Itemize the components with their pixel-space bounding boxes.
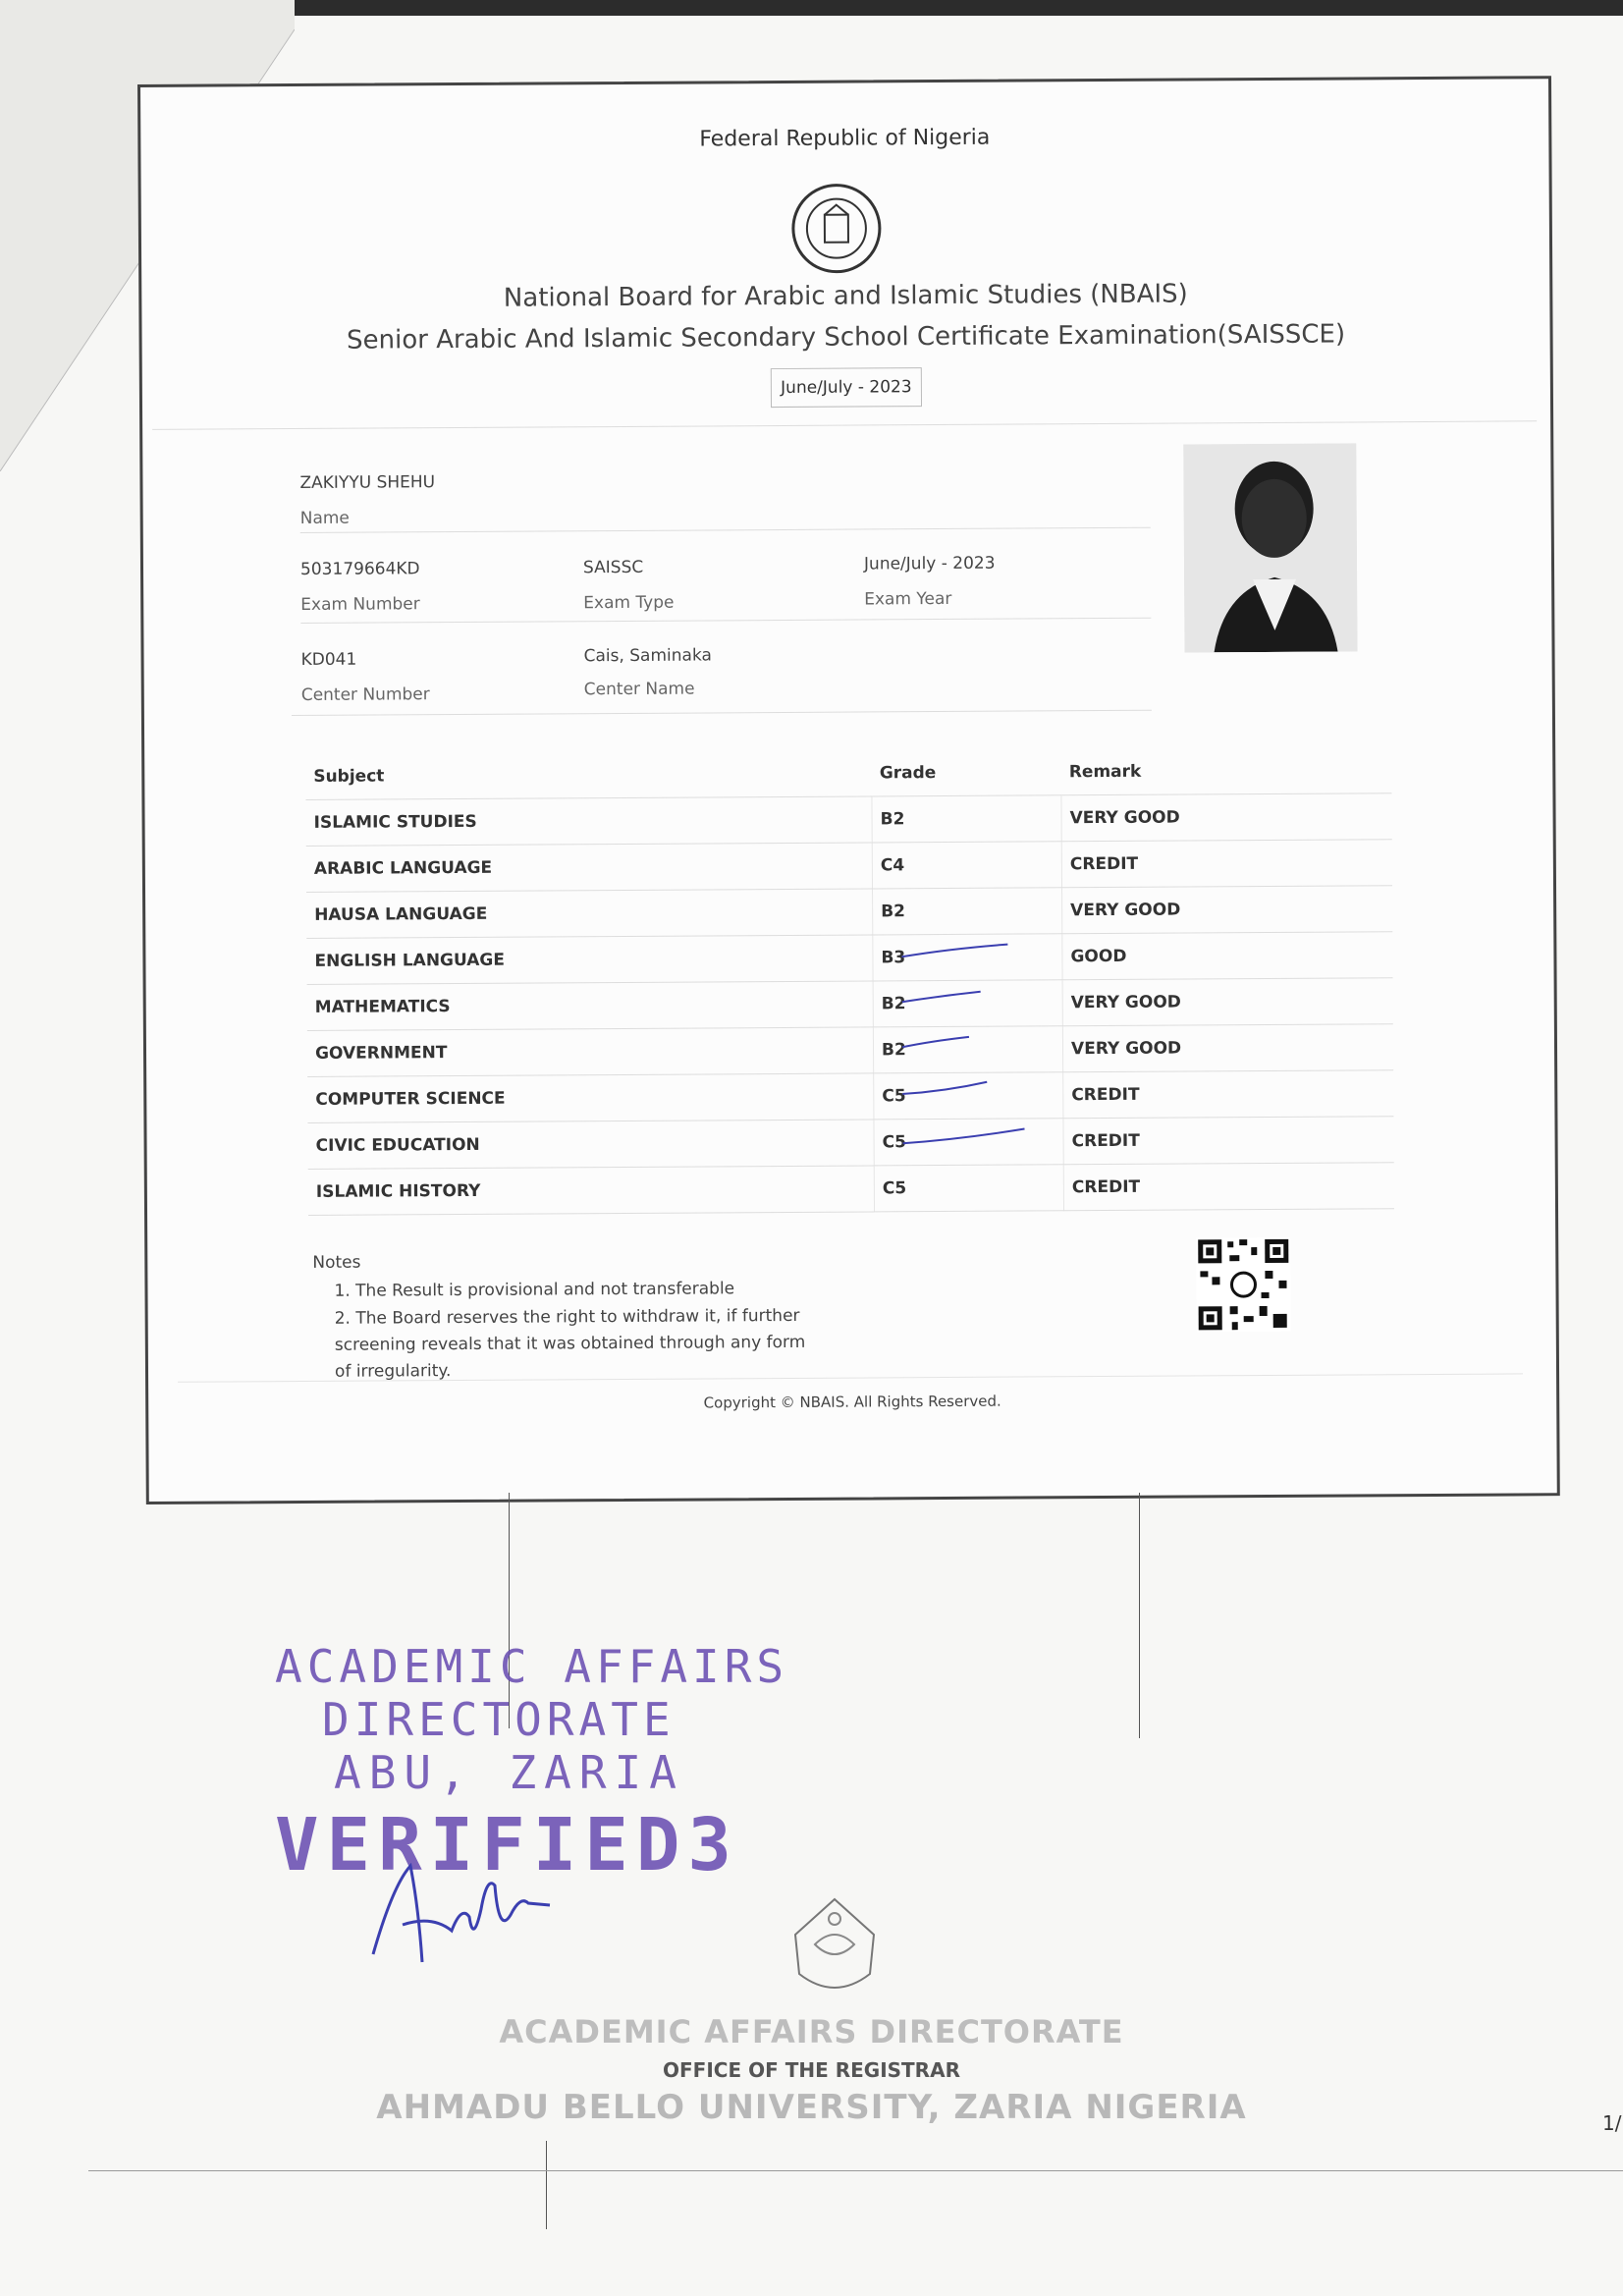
- qr-code-icon: [1196, 1237, 1291, 1333]
- table-row: [307, 1117, 1393, 1170]
- name-label: Name: [299, 508, 350, 528]
- divider: [152, 420, 1537, 430]
- grade-cell: B2: [872, 795, 1061, 843]
- table-row: [306, 840, 1392, 893]
- grade-header: Grade: [872, 749, 1061, 796]
- abu-crest-icon: [785, 1895, 884, 2003]
- subject-cell: ENGLISH LANGUAGE: [306, 935, 873, 985]
- result-slip: [137, 76, 1560, 1504]
- signature-icon: [363, 1846, 560, 1974]
- remark-cell: GOOD: [1062, 932, 1393, 980]
- exam-number-label: Exam Number: [300, 594, 420, 615]
- stamp-line: ACADEMIC AFFAIRS: [275, 1640, 789, 1693]
- exam-number: 503179664KD: [299, 559, 420, 579]
- nbais-seal-icon: [789, 181, 885, 276]
- table-header-row: [305, 747, 1391, 799]
- results-table: [305, 747, 1394, 1216]
- table-row: [307, 1070, 1393, 1123]
- grade-cell: B2: [873, 980, 1062, 1027]
- stamp-verified: VERIFIED3: [275, 1803, 739, 1887]
- exam-title: Senior Arabic And Islamic Secondary School Certificate Examination(SAISSCE): [347, 319, 1346, 355]
- note-item: 2. The Board reserves the right to withdraw it, if further screening reveals that it was obtained through any form of irregularity.: [334, 1305, 806, 1382]
- scan-artifact: [1139, 1493, 1140, 1738]
- table-row: [307, 978, 1393, 1031]
- divider: [300, 618, 1151, 624]
- subject-header: Subject: [305, 750, 872, 799]
- remark-cell: VERY GOOD: [1062, 978, 1393, 1026]
- scan-artifact: [88, 2170, 1623, 2171]
- stamp-line: DIRECTORATE: [322, 1693, 676, 1746]
- exam-type-label: Exam Type: [583, 592, 675, 614]
- exam-year-label: Exam Year: [864, 588, 952, 610]
- grade-cell: C5: [874, 1072, 1063, 1120]
- subject-cell: GOVERNMENT: [307, 1027, 874, 1077]
- center-name: Cais, Saminaka: [583, 645, 712, 667]
- subject-cell: HAUSA LANGUAGE: [306, 889, 873, 939]
- scan-artifact: [546, 2141, 547, 2229]
- remark-cell: CREDIT: [1063, 1070, 1394, 1119]
- subject-cell: ISLAMIC HISTORY: [308, 1166, 875, 1216]
- remark-cell: CREDIT: [1063, 1117, 1394, 1165]
- candidate-photo: [1183, 443, 1357, 652]
- grade-cell: B2: [873, 888, 1062, 935]
- abu-university: AHMADU BELLO UNIVERSITY, ZARIA NIGERIA: [376, 2088, 1247, 2127]
- grade-cell: B2: [873, 1026, 1062, 1073]
- exam-type: SAISSC: [582, 557, 644, 578]
- abu-office: OFFICE OF THE REGISTRAR: [663, 2058, 960, 2082]
- remark-cell: CREDIT: [1063, 1163, 1394, 1211]
- subject-cell: ARABIC LANGUAGE: [306, 843, 873, 893]
- subject-cell: COMPUTER SCIENCE: [307, 1073, 874, 1123]
- divider: [292, 710, 1152, 716]
- board-title: National Board for Arabic and Islamic Studies (NBAIS): [503, 279, 1188, 313]
- remark-cell: VERY GOOD: [1062, 886, 1393, 934]
- center-name-label: Center Name: [583, 679, 695, 700]
- grade-cell: C5: [874, 1165, 1063, 1212]
- remark-cell: CREDIT: [1061, 840, 1392, 888]
- divider: [300, 527, 1151, 533]
- subject-cell: CIVIC EDUCATION: [307, 1120, 874, 1170]
- pen-tick-marks: [901, 936, 1080, 1222]
- page-marker: 1/: [1602, 2111, 1622, 2135]
- person-photo-icon: [1183, 443, 1357, 652]
- remark-cell: VERY GOOD: [1061, 793, 1392, 842]
- grade-cell: B3: [873, 934, 1062, 981]
- table-row: [306, 886, 1392, 939]
- remark-header: Remark: [1061, 747, 1392, 795]
- stamp-line: ABU, ZARIA: [334, 1746, 684, 1799]
- center-number: KD041: [300, 649, 357, 670]
- table-row: [307, 1024, 1393, 1077]
- center-number-label: Center Number: [300, 684, 430, 705]
- grade-cell: C5: [874, 1119, 1063, 1166]
- country-heading: Federal Republic of Nigeria: [699, 125, 991, 152]
- copyright-text: Copyright © NBAIS. All Rights Reserved.: [703, 1392, 1001, 1412]
- session-badge: June/July - 2023: [771, 367, 922, 408]
- candidate-name: ZAKIYYU SHEHU: [299, 472, 436, 493]
- exam-year: June/July - 2023: [863, 553, 996, 574]
- grade-cell: C4: [872, 842, 1061, 889]
- table-row: [306, 932, 1392, 985]
- subject-cell: ISLAMIC STUDIES: [305, 796, 872, 847]
- table-row: [305, 793, 1391, 847]
- subject-cell: MATHEMATICS: [307, 981, 874, 1031]
- remark-cell: VERY GOOD: [1062, 1024, 1393, 1072]
- abu-directorate: ACADEMIC AFFAIRS DIRECTORATE: [499, 2013, 1124, 2050]
- table-row: [308, 1163, 1394, 1216]
- note-item: 1. The Result is provisional and not transferable: [334, 1279, 735, 1301]
- notes-title: Notes: [312, 1252, 361, 1273]
